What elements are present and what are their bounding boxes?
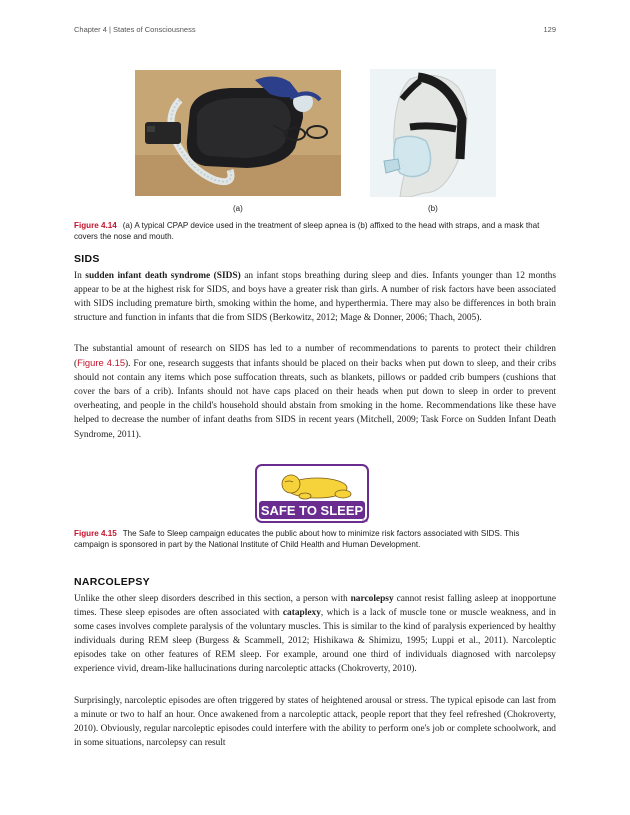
running-header: [74, 25, 556, 37]
paragraph: [74, 269, 556, 325]
logo-mark: SM: [362, 518, 368, 523]
text-run: cannot resist falling asleep at inopportune times. These sleep episodes are often associated with: [74, 594, 557, 619]
page-number: 129: [543, 25, 556, 34]
figure-4-15-caption: [74, 528, 556, 550]
figure-number: Figure 4.15: [74, 529, 117, 538]
text-run: , which is a lack of muscle tone or muscle weakness, and in some cases involves complete paralysis of the voluntary muscles. This is similar to the kind of paralysis experienced by healthy individuals during REM sleep (Burgess & Scammell, 2012; Hishikawa & Shimizu, 1995; Luppi et al., 2011). Narcoleptic episodes take on other features of REM sleep. For example, around one third of individuals diagnosed with narcolepsy experience vivid, dream-like hallucinations during narcoleptic attacks (Chokroverty, 2010).: [74, 608, 556, 675]
text-run: an infant stops breathing during sleep and dies. Infants younger than 12 months appear to be at the highest risk for SIDS, and boys have a greater risk than girls. A number of risk factors have been associated with SIDS including premature birth, smoking within the home, and hyperthermia. There may also be differences in both brain structure and function in infants that die from SIDS (Berkowitz, 2012; Mage & Donner, 2006; Thach, 2005).: [74, 271, 557, 324]
caption-text: (a) A typical CPAP device used in the treatment of sleep apnea is (b) affixed to the head with straps, and a mask that covers the nose and mouth.: [74, 221, 540, 241]
figure-label-b: (b): [428, 204, 438, 213]
key-term: narcolepsy: [350, 594, 394, 604]
text-run: ). For one, research suggests that infants should be placed on their backs when put down to sleep, and their cribs should not contain any items which pose suffocation threats, such as blankets, pillows or padded crib bumpers (cushions that cover the bars of a crib). Infants should not have caps placed on their heads when put down to sleep in order to prevent overheating, and people in the child's household should abstain from smoking in the home. Recommendations like these have helped to decrease the number of infant deaths from SIDS in recent years (Mitchell, 2009; Task Force on Sudden Infant Death Syndrome, 2011).: [74, 359, 556, 440]
paragraph: Surprisingly, narcoleptic episodes are often triggered by states of heightened arousal or stress. The typical episode can last from a minute or two to half an hour. Once awakened from a narcoleptic attack, people report that they feel refreshed (Chokroverty, 2010). Obviously, regular narcoleptic episodes could interfere with the ability to perform one's job or complete schoolwork, and in some situations, narcolepsy can result: [74, 696, 556, 749]
key-term: cataplexy: [282, 608, 321, 619]
figure-link[interactable]: Figure 4.15: [77, 357, 126, 369]
figure-label-a: (a): [233, 204, 243, 213]
text-run: Unlike the other sleep disorders described in this section, a person with: [74, 594, 351, 604]
text-run: The substantial amount of research on SIDS has led to a number of recommendations to parents to protect their children (: [74, 344, 556, 370]
figure-4-14-caption: [74, 220, 556, 242]
safe-to-sleep-logo: [255, 464, 371, 524]
paragraph: [74, 342, 556, 442]
figure-number: Figure 4.14: [74, 221, 117, 230]
section-heading-narcolepsy: NARCOLEPSY: [74, 576, 150, 588]
cpap-mask-photo: [370, 69, 496, 197]
section-heading-sids: SIDS: [74, 253, 100, 265]
text-run: In: [74, 271, 86, 281]
mannequin-mask-illustration: [370, 69, 496, 197]
chapter-title: Chapter 4 | States of Consciousness: [74, 25, 196, 34]
cpap-device-illustration: [135, 70, 341, 196]
logo-text: SAFE TO SLEEP: [260, 503, 364, 518]
paragraph: [74, 592, 556, 677]
safe-to-sleep-logo-graphic: [255, 464, 371, 524]
key-term: sudden infant death syndrome (SIDS): [85, 271, 241, 281]
caption-text: The Safe to Sleep campaign educates the public about how to minimize risk factors associated with SIDS. This campaign is sponsored in part by the National Institute of Child Health and Human Development.: [74, 529, 520, 549]
cpap-device-photo: [135, 70, 341, 196]
